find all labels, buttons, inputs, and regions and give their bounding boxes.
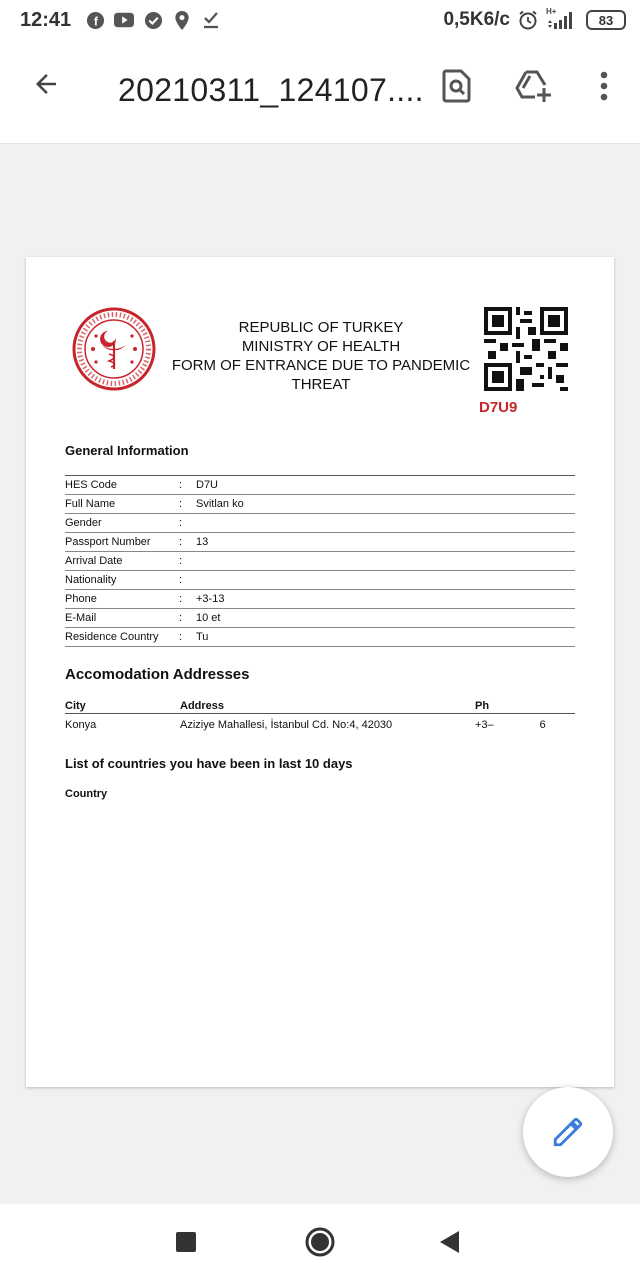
info-row <box>65 495 575 514</box>
info-colon: : <box>179 593 183 605</box>
home-circle-icon <box>304 1226 336 1258</box>
info-value: 10 et <box>196 612 221 624</box>
info-value: D7U <box>196 479 219 491</box>
info-colon: : <box>179 517 183 529</box>
add-to-drive-button[interactable] <box>514 66 554 106</box>
header-line: FORM OF ENTRANCE DUE TO PANDEMIC <box>171 357 471 374</box>
more-options-button[interactable] <box>584 66 624 106</box>
status-time: 12:41 <box>20 8 72 31</box>
info-label: Gender <box>65 517 102 529</box>
country-header: Country <box>65 788 108 800</box>
network-speed: 0,5K6/c <box>443 9 510 30</box>
info-value: Tu <box>196 631 209 643</box>
qr-code-text: D7U9 <box>479 399 518 416</box>
search-document-icon <box>442 69 472 103</box>
info-colon: : <box>179 555 183 567</box>
general-info-title: General Information <box>65 443 189 458</box>
ministry-emblem-icon <box>72 307 156 391</box>
signal-icon <box>546 7 578 30</box>
document-page <box>26 257 614 1087</box>
general-info-table <box>65 475 575 647</box>
countries-title: List of countries you have been in last 10 days <box>65 756 353 771</box>
notification-icons <box>85 10 221 30</box>
info-row <box>65 590 575 609</box>
signal-label: H+ <box>546 7 557 16</box>
facebook-icon <box>85 10 105 30</box>
info-row <box>65 514 575 533</box>
info-label: Nationality <box>65 574 117 586</box>
info-value: +3-13 <box>196 593 225 605</box>
accommodation-title: Accomodation Addresses <box>65 666 250 683</box>
info-colon: : <box>179 479 183 491</box>
info-row <box>65 609 575 628</box>
address-header: Address <box>180 700 225 712</box>
svg-text:f: f <box>93 13 98 28</box>
status-right <box>443 9 626 31</box>
alarm-icon <box>518 10 538 30</box>
info-row <box>65 476 575 495</box>
search-document-button[interactable] <box>437 66 477 106</box>
info-value: Svitlan ko <box>196 498 244 510</box>
status-bar <box>0 0 640 40</box>
add-to-drive-icon <box>515 69 553 103</box>
battery-indicator: 83 <box>586 10 626 30</box>
info-label: HES Code <box>65 479 117 491</box>
city-header: City <box>65 700 86 712</box>
phone-cell: +3– 6 <box>475 719 546 731</box>
phone-header: Ph <box>475 700 490 712</box>
more-vert-icon <box>600 71 608 101</box>
download-done-icon <box>201 10 221 30</box>
info-row <box>65 628 575 647</box>
info-label: Phone <box>65 593 97 605</box>
youtube-icon <box>114 10 134 30</box>
info-label: E-Mail <box>65 612 97 624</box>
info-colon: : <box>179 498 183 510</box>
info-row <box>65 571 575 590</box>
edit-pencil-icon <box>551 1115 585 1149</box>
system-nav-bar <box>0 1204 640 1280</box>
recents-square-icon <box>176 1232 196 1252</box>
back-nav-button[interactable] <box>432 1224 468 1260</box>
header-line: MINISTRY OF HEALTH <box>241 338 401 355</box>
app-bar <box>0 40 640 144</box>
info-label: Passport Number <box>65 536 151 548</box>
info-label: Full Name <box>65 498 116 510</box>
header-line: REPUBLIC OF TURKEY <box>238 319 404 336</box>
home-button[interactable] <box>302 1224 338 1260</box>
form-header <box>166 318 476 394</box>
city-cell: Konya <box>65 719 97 731</box>
recents-button[interactable] <box>168 1224 204 1260</box>
header-line: THREAT <box>291 376 351 393</box>
back-arrow-icon <box>31 69 61 99</box>
file-title: 20210311_124107.... <box>118 72 424 108</box>
info-label: Arrival Date <box>65 555 123 567</box>
info-row <box>65 533 575 552</box>
address-cell: Aziziye Mahallesi, İstanbul Cd. No:4, 42030 <box>180 719 393 731</box>
info-row <box>65 552 575 571</box>
info-colon: : <box>179 536 183 548</box>
check-icon <box>143 10 163 30</box>
edit-fab-button[interactable] <box>523 1087 613 1177</box>
info-value: 13 <box>196 536 209 548</box>
qr-code-icon <box>484 307 568 391</box>
accommodation-table-header <box>65 700 575 714</box>
info-colon: : <box>179 574 183 586</box>
info-label: Residence Country <box>65 631 159 643</box>
location-icon <box>172 10 192 30</box>
info-colon: : <box>179 612 183 624</box>
info-colon: : <box>179 631 183 643</box>
back-button[interactable] <box>26 64 66 104</box>
back-triangle-icon <box>439 1230 461 1254</box>
